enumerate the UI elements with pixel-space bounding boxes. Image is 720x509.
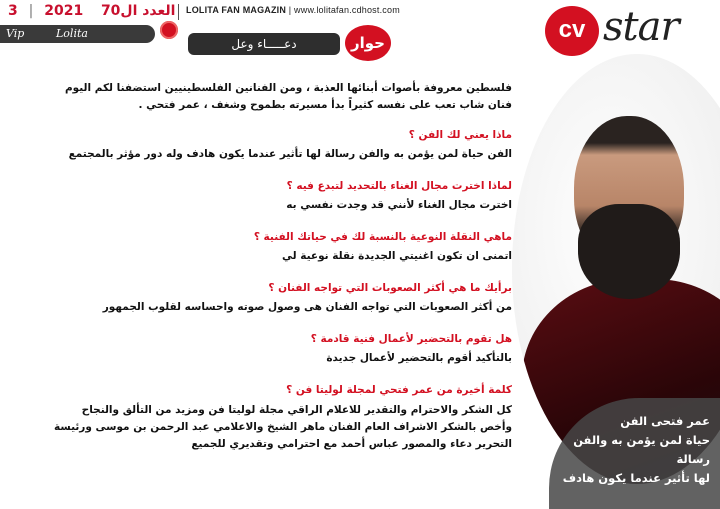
caption-line: حياة لمن يؤمن به والفن رسالة	[573, 433, 710, 466]
author-bar: دعـــــاء وعل	[188, 33, 340, 55]
question: ماذا يعني لك الفن ؟	[408, 129, 512, 141]
caption-line: لها تأثير عندما يكون هادف	[562, 471, 710, 485]
logo-cv: cv	[545, 6, 599, 56]
question: ماهي النقلة النوعية بالنسبة لك في حياتك الفنية ؟	[253, 231, 512, 243]
question: برأيك ما هي أكثر الصعوبات التي تواجه الفنان ؟	[268, 282, 512, 294]
lolita-label: Lolita	[56, 27, 88, 40]
separator: |	[28, 3, 34, 19]
magazine-name: LOLITA FAN MAGAZIN	[186, 5, 287, 15]
cvstar-logo	[545, 0, 720, 60]
section-label: حوار	[345, 25, 391, 61]
page-header	[0, 0, 470, 22]
logo-star: star	[603, 4, 679, 50]
answer: بالتأكيد أقوم بالتحضير لأعمال جديدة	[326, 352, 512, 364]
issue-number: العدد ال70	[100, 3, 176, 19]
magazine-site[interactable]: www.lolitafan.cdhost.com	[294, 5, 400, 15]
caption-line: عمر فتحى الفن	[620, 414, 710, 428]
answer: الفن حياة لمن يؤمن به والفن رسالة لها تأثير عندما يكون هادف وله دور مؤثر بالمجتمع	[68, 148, 512, 160]
vip-label: Vip	[6, 27, 25, 40]
portrait-beard	[578, 204, 680, 299]
issue-year: 2021	[44, 3, 84, 19]
question: لماذا اخترت مجال الغناء بالتحديد لتبدع فيه ؟	[286, 180, 512, 192]
article-intro: فلسطين معروفة بأصوات أبنائها العذبة ، ومن الفنانين الفلسطينيين استضفنا لكم اليوم فنان شاب تعب على نفسه كثيراً بدأ مسيرته بطموح وشغف ، عمر فتحي .	[64, 82, 512, 111]
red-dot-icon	[160, 21, 178, 39]
photo-caption	[549, 398, 720, 509]
header-divider	[178, 4, 179, 20]
answer: كل الشكر والاحترام والتقدير للاعلام الراقي مجلة لوليتا فن ومزيد من التألق والنجاح وأخص بالشكر الاشراف العام الفنان ماهر الشيخ والاعلامي عبد الرحمن بن موسى ورئيسة التحرير دعاء والمصور عباس أحمد مع احترامي وتقديري للجميع	[54, 404, 512, 450]
magazine-line	[186, 5, 400, 15]
question: هل تقوم بالتحضير لأعمال فنية قادمة ؟	[310, 333, 512, 345]
answer: من أكثر الصعوبات التي تواجه الفنان هى وصول صوته واحساسه لقلوب الجمهور	[102, 301, 512, 313]
separator: |	[288, 5, 292, 15]
page-number: 3	[8, 3, 18, 19]
question: كلمة أخيرة من عمر فتحي لمجلة لوليتا فن ؟	[286, 384, 512, 396]
answer: اخترت مجال الغناء لأنني قد وجدت نفسي به	[286, 199, 512, 211]
article-body	[50, 80, 512, 470]
answer: اتمنى ان تكون اغنيتي الجديدة نقلة نوعية لي	[282, 250, 512, 262]
issue-info	[8, 3, 175, 19]
vip-bar	[0, 25, 155, 43]
